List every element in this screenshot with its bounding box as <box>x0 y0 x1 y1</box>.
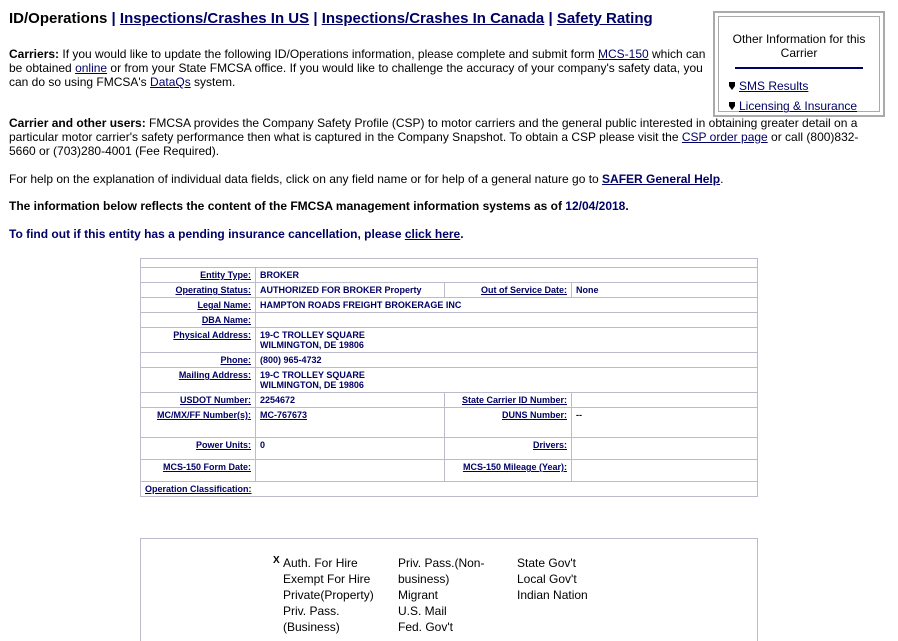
sms-results-link[interactable]: SMS Results <box>739 79 809 93</box>
opclass-item: U.S. Mail <box>398 604 447 618</box>
table-row <box>141 259 758 268</box>
phone-value: (800) 965-4732 <box>256 353 758 368</box>
physical-address-label[interactable]: Physical Address: <box>173 330 251 340</box>
power-units-label[interactable]: Power Units: <box>195 440 251 450</box>
state-id-value <box>572 393 758 408</box>
table-row <box>141 460 758 482</box>
opclass-item: Private(Property) <box>283 588 374 602</box>
mcs-date-label-cell <box>141 460 256 482</box>
nav-separator: | <box>111 10 116 27</box>
nav-link-safety-rating[interactable]: Safety Rating <box>556 10 653 27</box>
phone-label[interactable]: Phone: <box>220 355 251 365</box>
click-here-link[interactable]: click here <box>404 227 461 241</box>
other-info-item <box>729 99 879 113</box>
carriers-text: or from your State FMCSA office. If you would like to challenge the accuracy of your company's safety data, you can do so using FMCSA's <box>9 61 703 89</box>
usdot-label-cell <box>141 393 256 408</box>
power-units-label-cell <box>141 438 256 460</box>
other-info-links <box>719 79 879 113</box>
nav-separator: | <box>548 10 553 27</box>
carriers-text: system. <box>190 75 236 89</box>
operating-status-value: AUTHORIZED FOR BROKER Property <box>256 283 445 298</box>
mcs-mileage-value <box>572 460 758 482</box>
state-id-label[interactable]: State Carrier ID Number: <box>461 395 567 405</box>
table-row <box>141 268 758 283</box>
duns-value: -- <box>572 408 758 438</box>
opclass-item: Exempt For Hire <box>283 572 371 586</box>
help-paragraph <box>9 172 869 186</box>
dba-label-cell <box>141 313 256 328</box>
operation-classification-panel <box>140 538 758 641</box>
opclass-column-3 <box>517 555 588 603</box>
opclass-label-cell <box>141 482 758 497</box>
legal-name-value: HAMPTON ROADS FREIGHT BROKERAGE INC <box>256 298 758 313</box>
entity-type-value: BROKER <box>256 268 758 283</box>
opclass-item: Migrant <box>398 588 439 602</box>
nav-separator: | <box>313 10 318 27</box>
insurance-text: To find out if this entity has a pending insurance cancellation, please <box>9 227 405 241</box>
nav-link-inspections-us[interactable]: Inspections/Crashes In US <box>119 10 310 27</box>
table-row <box>141 328 758 353</box>
mailing-address-label[interactable]: Mailing Address: <box>178 370 251 380</box>
nav-current: ID/Operations <box>9 10 108 27</box>
carriers-paragraph <box>9 47 709 89</box>
table-row <box>141 438 758 460</box>
safer-help-link[interactable]: SAFER General Help <box>602 172 721 186</box>
state-id-label-cell <box>445 393 572 408</box>
nav-link-inspections-canada[interactable]: Inspections/Crashes In Canada <box>321 10 545 27</box>
dba-label[interactable]: DBA Name: <box>201 315 251 325</box>
drivers-value <box>572 438 758 460</box>
usdot-label[interactable]: USDOT Number: <box>179 395 251 405</box>
info-end: . <box>625 199 629 213</box>
drivers-label-cell <box>445 438 572 460</box>
entity-type-label[interactable]: Entity Type: <box>200 270 251 280</box>
table-row <box>141 408 758 438</box>
opclass-column-1 <box>283 555 374 635</box>
mcs-date-label[interactable]: MCS-150 Form Date: <box>162 462 251 472</box>
operating-status-label[interactable]: Operating Status: <box>175 285 251 295</box>
carrier-info-table <box>140 258 758 497</box>
online-link[interactable]: online <box>75 61 108 75</box>
other-users-paragraph <box>9 116 864 158</box>
out-of-service-label[interactable]: Out of Service Date: <box>480 285 567 295</box>
info-date: 12/04/2018 <box>565 199 626 213</box>
other-info-box <box>713 11 885 117</box>
carriers-text: If you would like to update the following ID/Operations information, please complete and submit form <box>59 47 598 61</box>
legal-name-label[interactable]: Legal Name: <box>197 300 251 310</box>
mc-value-cell <box>256 408 445 438</box>
drivers-label[interactable]: Drivers: <box>532 440 567 450</box>
table-row <box>141 283 758 298</box>
opclass-item: (Business) <box>283 620 340 634</box>
dataqs-link[interactable]: DataQs <box>150 75 191 89</box>
bullet-icon <box>729 82 735 90</box>
dba-value <box>256 313 758 328</box>
insurance-end: . <box>460 227 464 241</box>
table-row <box>141 353 758 368</box>
help-text: For help on the explanation of individual data fields, click on any field name or for help of a general nature go to <box>9 172 603 186</box>
opclass-column-2 <box>398 555 484 635</box>
opclass-item: Indian Nation <box>517 588 588 602</box>
legal-name-label-cell <box>141 298 256 313</box>
duns-label-cell <box>445 408 572 438</box>
checked-mark: X <box>273 555 280 566</box>
physical-address-line1: 19-C TROLLEY SQUARE <box>260 330 365 340</box>
other-users-text: FMCSA provides the Company Safety Profile (CSP) to motor carriers and the general public interested in obtaining greater detail on a particular motor carrier's safety performance then what is captured in the Company Snapshot. To obtain a CSP please visit the <box>9 116 858 144</box>
physical-address-line2: WILMINGTON, DE 19806 <box>260 340 364 350</box>
other-info-inner <box>718 16 880 112</box>
entity-type-label-cell <box>141 268 256 283</box>
mailing-address-label-cell <box>141 368 256 393</box>
table-header-spacer <box>141 259 758 268</box>
opclass-item: Auth. For Hire <box>283 556 358 570</box>
opclass-label[interactable]: Operation Classification: <box>145 484 252 494</box>
mc-number-link[interactable]: MC-767673 <box>260 410 308 420</box>
info-line <box>9 199 869 213</box>
csp-order-link[interactable]: CSP order page <box>681 130 768 144</box>
table-row <box>141 482 758 497</box>
other-info-divider <box>735 67 863 69</box>
carriers-label: Carriers: <box>9 47 60 61</box>
table-row <box>141 313 758 328</box>
opclass-item: State Gov't <box>517 556 576 570</box>
help-end: . <box>720 172 724 186</box>
operating-status-label-cell <box>141 283 256 298</box>
mcs150-link[interactable]: MCS-150 <box>597 47 649 61</box>
mc-label[interactable]: MC/MX/FF Number(s): <box>157 410 251 420</box>
opclass-item: Priv. Pass.(Non- <box>398 556 485 570</box>
mcs-mileage-label[interactable]: MCS-150 Mileage (Year): <box>462 462 567 472</box>
usdot-value: 2254672 <box>256 393 445 408</box>
mc-label-cell <box>141 408 256 438</box>
other-users-text: or call (800)832-5660 or (703)280-4001 (Fee Required). <box>9 130 859 158</box>
power-units-value: 0 <box>256 438 445 460</box>
duns-label[interactable]: DUNS Number: <box>501 410 567 420</box>
mailing-address-line2: WILMINGTON, DE 19806 <box>260 380 364 390</box>
licensing-insurance-link[interactable]: Licensing & Insurance <box>739 99 858 113</box>
table-row <box>141 298 758 313</box>
other-info-title: Other Information for this Carrier <box>732 32 866 60</box>
mailing-address-value <box>256 368 758 393</box>
other-users-label: Carrier and other users: <box>9 116 146 130</box>
bullet-icon <box>729 102 735 110</box>
out-of-service-label-cell <box>445 283 572 298</box>
opclass-item: business) <box>398 572 450 586</box>
table-row <box>141 393 758 408</box>
carriers-text: which can be obtained <box>9 47 706 75</box>
out-of-service-value: None <box>572 283 758 298</box>
physical-address-label-cell <box>141 328 256 353</box>
phone-label-cell <box>141 353 256 368</box>
mailing-address-line1: 19-C TROLLEY SQUARE <box>260 370 365 380</box>
top-nav <box>9 10 653 27</box>
other-info-item <box>729 79 879 93</box>
opclass-item: Fed. Gov't <box>398 620 453 634</box>
info-text: The information below reflects the content of the FMCSA management information systems as of <box>9 199 566 213</box>
table-row <box>141 368 758 393</box>
mcs-mileage-label-cell <box>445 460 572 482</box>
opclass-item: Priv. Pass. <box>283 604 340 618</box>
physical-address-value <box>256 328 758 353</box>
insurance-line <box>9 227 869 241</box>
opclass-item: Local Gov't <box>517 572 577 586</box>
mcs-date-value <box>256 460 445 482</box>
